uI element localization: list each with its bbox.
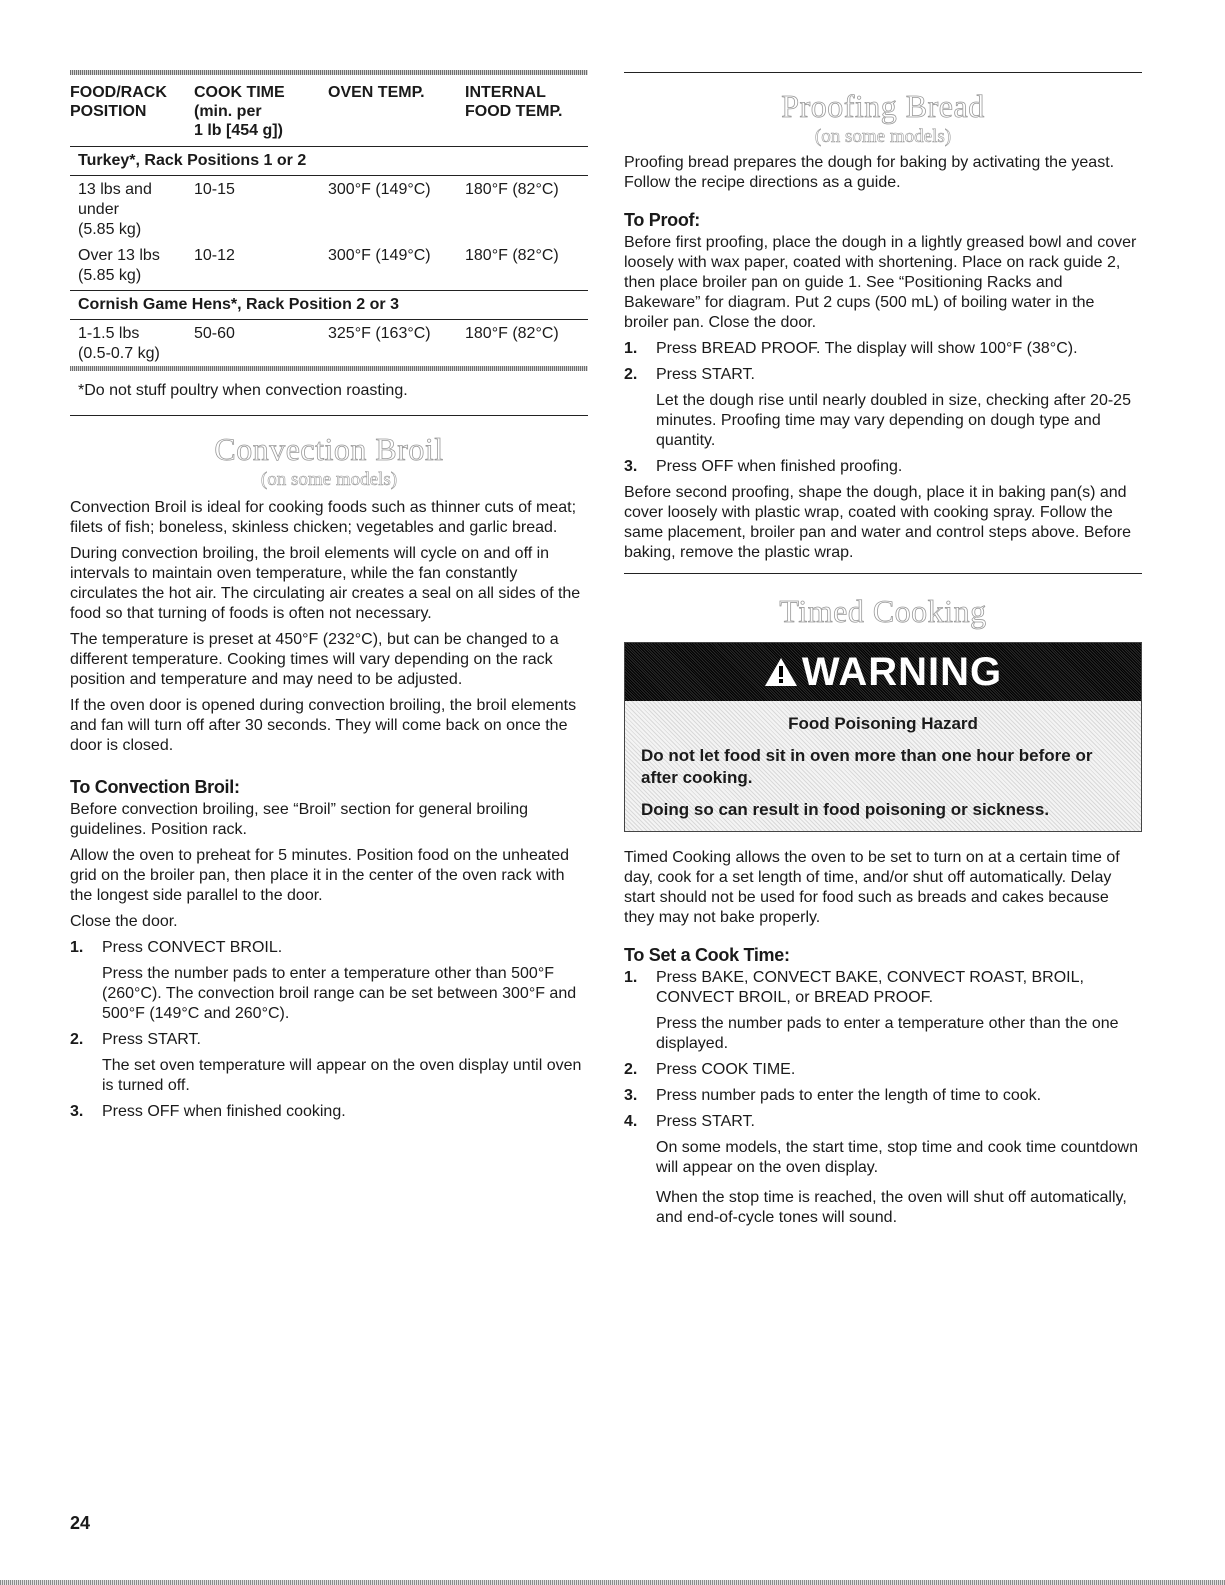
- proof-heading: To Proof:: [624, 210, 700, 230]
- section-divider: [70, 415, 588, 416]
- paragraph: Before convection broiling, see “Broil” section for general broiling guidelines. Position rack.: [70, 801, 529, 838]
- cell-food: Over 13 lbs (5.85 kg): [78, 247, 160, 284]
- step-item: [624, 457, 1142, 477]
- step-text: Press START.: [656, 366, 755, 383]
- step-number: 1.: [624, 969, 638, 986]
- cell-food: 1-1.5 lbs (0.5-0.7 kg): [78, 325, 160, 362]
- convection-broil-title: Convection Broil: [214, 431, 444, 467]
- step-number: 2.: [70, 1031, 84, 1048]
- cell-cook-time: 50-60: [194, 325, 235, 342]
- header-oven-temp: OVEN TEMP.: [328, 84, 425, 101]
- step-number: 3.: [70, 1103, 84, 1120]
- cell-oven-temp: 300°F (149°C): [328, 247, 431, 264]
- step-item: [624, 365, 1142, 385]
- table-footnote: *Do not stuff poultry when convection roasting.: [78, 382, 408, 399]
- page-bottom-bar: [0, 1580, 1225, 1585]
- right-column: [624, 68, 1142, 1234]
- step-detail: On some models, the start time, stop time and cook time countdown will appear on the oven display.: [656, 1139, 1138, 1176]
- step-detail: Press the number pads to enter a temperature other than the one displayed.: [656, 1015, 1119, 1052]
- cell-food: 13 lbs and under (5.85 kg): [78, 181, 152, 238]
- table-row: [70, 242, 588, 291]
- proofing-title: Proofing Bread: [781, 88, 985, 124]
- paragraph: During convection broiling, the broil elements will cycle on and off in intervals to maintain oven temperature, while the fan constantly circulates the hot air. The circulating air creates a seal on all sides of the food so that turning of foods is often not necessary.: [70, 545, 581, 622]
- section-divider: [624, 72, 1142, 73]
- cell-oven-temp: 325°F (163°C): [328, 325, 431, 342]
- paragraph: Allow the oven to preheat for 5 minutes. Position food on the unheated grid on the broiler pan, then place it in the center of the oven rack with the longest side parallel to the door.: [70, 847, 569, 904]
- step-text: Press BREAD PROOF. The display will show 100°F (38°C).: [656, 340, 1078, 357]
- paragraph: Close the door.: [70, 913, 178, 930]
- cell-cook-time: 10-12: [194, 247, 235, 264]
- timed-cooking-title: Timed Cooking: [779, 593, 987, 629]
- convection-broil-subtitle: (on some models): [260, 469, 398, 490]
- step-text: Press COOK TIME.: [656, 1061, 796, 1078]
- warning-header: [625, 643, 1141, 701]
- step-text: Press BAKE, CONVECT BAKE, CONVECT ROAST, BROIL, CONVECT BROIL, or BREAD PROOF.: [656, 969, 1084, 1006]
- paragraph: Before second proofing, shape the dough, place it in baking pan(s) and cover loosely with plastic wrap, coated with cooking spray. Follow the same placement, broiler pan and water and control steps above. Before baking, remove the plastic wrap.: [624, 484, 1131, 561]
- warning-box: [624, 642, 1142, 832]
- warning-hazard: Food Poisoning Hazard: [788, 714, 978, 733]
- step-item: [70, 1030, 588, 1050]
- paragraph: Before first proofing, place the dough in a lightly greased bowl and cover loosely with wax paper, coated with shortening. Place on rack guide 2, then place broiler pan on guide 1. See “Positioning Racks and Bakeware” for diagram. Put 2 cups (500 mL) of boiling water in the broiler pan. Close the door.: [624, 234, 1137, 331]
- table-row: [70, 176, 588, 242]
- step-item: [624, 968, 1142, 1008]
- step-text: Press CONVECT BROIL.: [102, 939, 283, 956]
- left-column: [70, 68, 588, 1128]
- step-number: 1.: [70, 939, 84, 956]
- section-divider: [624, 573, 1142, 574]
- warning-body: [625, 701, 1141, 831]
- step-text: Press START.: [102, 1031, 201, 1048]
- warning-triangle-icon: [764, 657, 798, 687]
- step-number: 2.: [624, 366, 638, 383]
- cell-internal-temp: 180°F (82°C): [465, 325, 559, 342]
- step-number: 1.: [624, 340, 638, 357]
- page-number: 24: [70, 1513, 91, 1533]
- step-item: [70, 938, 588, 958]
- step-text: Press START.: [656, 1113, 755, 1130]
- header-internal-temp: INTERNAL FOOD TEMP.: [465, 84, 563, 120]
- step-detail: Let the dough rise until nearly doubled in size, checking after 20-25 minutes. Proofing time may vary depending on dough type and quantity.: [656, 392, 1131, 449]
- table-group-turkey: Turkey*, Rack Positions 1 or 2: [70, 147, 588, 176]
- warning-line: Doing so can result in food poisoning or sickness.: [641, 800, 1050, 819]
- step-number: 4.: [624, 1113, 638, 1130]
- table-group-cornish-hens: Cornish Game Hens*, Rack Position 2 or 3: [70, 291, 588, 320]
- paragraph: Proofing bread prepares the dough for baking by activating the yeast. Follow the recipe directions as a guide.: [624, 154, 1115, 191]
- step-item: [624, 1060, 1142, 1080]
- step-item: [624, 1086, 1142, 1106]
- step-detail: The set oven temperature will appear on the oven display until oven is turned off.: [102, 1057, 582, 1094]
- warning-label: WARNING: [801, 649, 1003, 694]
- warning-line: Do not let food sit in oven more than one hour before or after cooking.: [641, 746, 1093, 787]
- table-row: [70, 320, 588, 366]
- step-item: [624, 339, 1142, 359]
- step-number: 2.: [624, 1061, 638, 1078]
- cell-internal-temp: 180°F (82°C): [465, 181, 559, 198]
- step-text: Press OFF when finished proofing.: [656, 458, 903, 475]
- step-detail: When the stop time is reached, the oven will shut off automatically, and end-of-cycle tones will sound.: [656, 1189, 1127, 1226]
- cell-internal-temp: 180°F (82°C): [465, 247, 559, 264]
- step-number: 3.: [624, 1087, 638, 1104]
- paragraph: Timed Cooking allows the oven to be set to turn on at a certain time of day, cook for a set length of time, and/or shut off automatically. Delay start should not be used for food such as breads and cakes because they may not bake properly.: [624, 849, 1120, 926]
- cook-time-heading: To Set a Cook Time:: [624, 945, 790, 965]
- table-header: [70, 75, 588, 147]
- cell-cook-time: 10-15: [194, 181, 235, 198]
- cell-oven-temp: 300°F (149°C): [328, 181, 431, 198]
- paragraph: Convection Broil is ideal for cooking foods such as thinner cuts of meat; filets of fish; boneless, skinless chicken; vegetables and garlic bread.: [70, 499, 577, 536]
- step-text: Press number pads to enter the length of time to cook.: [656, 1087, 1042, 1104]
- header-cook-time: COOK TIME (min. per 1 lb [454 g]): [194, 84, 285, 139]
- step-item: [70, 1102, 588, 1122]
- step-text: Press OFF when finished cooking.: [102, 1103, 346, 1120]
- step-detail: Press the number pads to enter a temperature other than 500°F (260°C). The convection broil range can be set between 300°F and 500°F (149°C and 260°C).: [102, 965, 577, 1022]
- step-item: [624, 1112, 1142, 1132]
- step-number: 3.: [624, 458, 638, 475]
- header-food-rack: FOOD/RACK POSITION: [70, 84, 167, 120]
- paragraph: The temperature is preset at 450°F (232°C), but can be changed to a different temperature. Cooking times will vary depending on the rack position and temperature and may need to be adjusted.: [70, 631, 559, 688]
- proofing-subtitle: (on some models): [814, 126, 952, 147]
- paragraph: If the oven door is opened during convection broiling, the broil elements and fan will turn off after 30 seconds. They will come back on once the door is closed.: [70, 697, 577, 754]
- convection-broil-heading: To Convection Broil:: [70, 777, 240, 797]
